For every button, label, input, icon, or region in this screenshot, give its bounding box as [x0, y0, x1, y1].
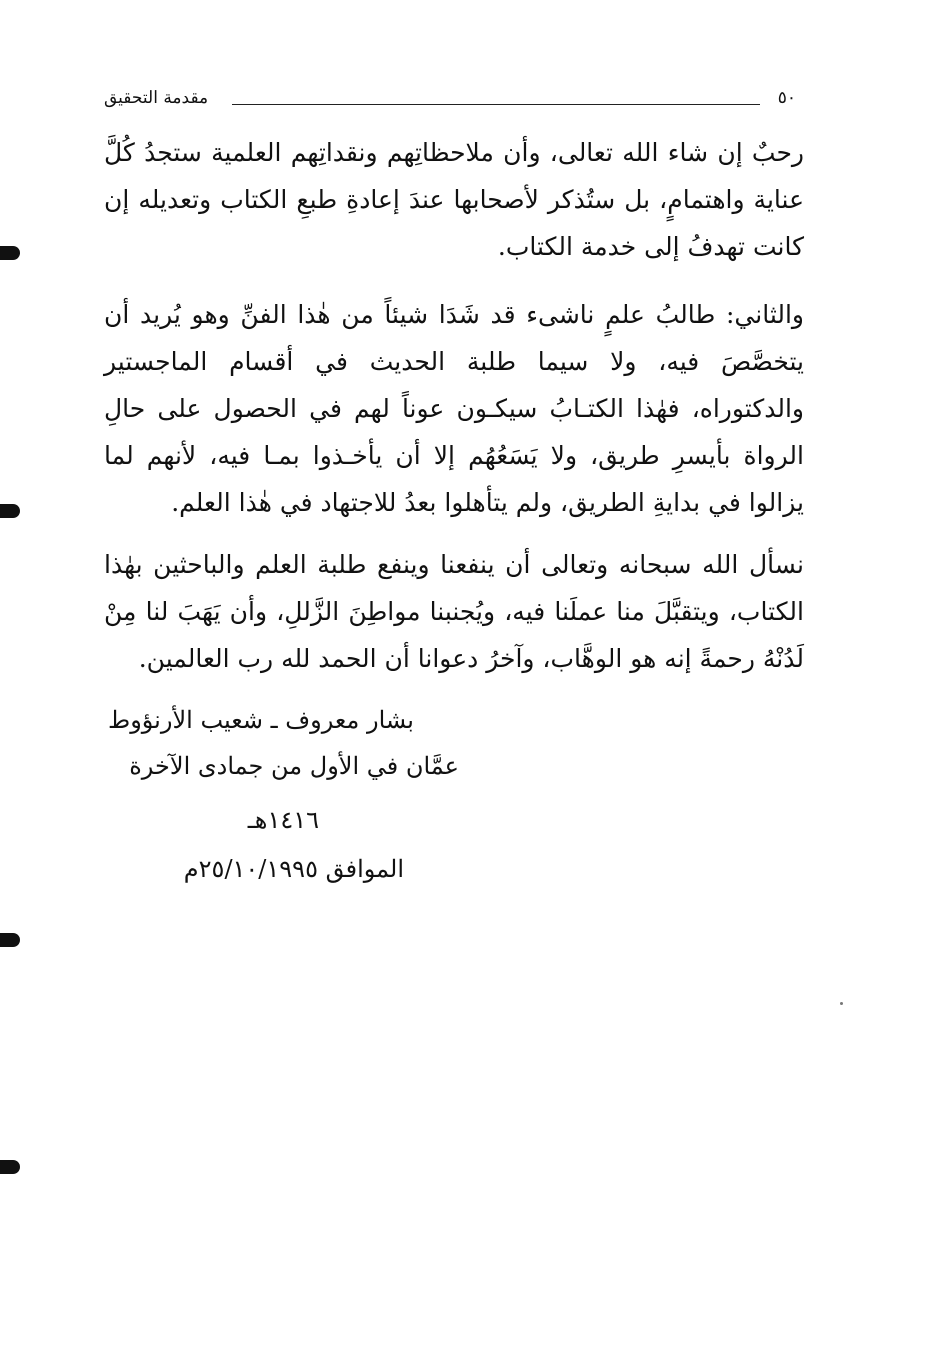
paragraph-2: والثاني: طالبُ علمٍ ناشىء قد شَدَا شيئاً من هٰذا الفنِّ وهو يُريد أن يتخصَّصَ فيه، ولا سيما طلبة الحديث في أقسام الماجستير والدكتوراه، فهٰذا الكتـابُ سيكـون عوناً لهم في الحصول على حالِ الرواة بأيسرِ طريق، ولا يَسَعُهُم إلا أن يأخـذوا بمـا فيه، لأنهم لما يزالوا في بدايةِ الطريق، ولم يتأهلوا بعدُ للاجتهاد في هٰذا العلم. — [104, 300, 804, 517]
page-number: ٥٠ — [777, 88, 796, 108]
signature-authors: بشار معروف ـ شعيب الأرنؤوط — [108, 706, 414, 734]
scan-edge-mark — [0, 1160, 20, 1174]
signature-hijri-year: ١٤١٦هـ — [247, 806, 319, 834]
header-rule — [232, 104, 760, 105]
signature-place-date: عمَّان في الأول من جمادى الآخرة — [129, 752, 459, 780]
paragraph-1: رحبٌ إن شاء الله تعالى، وأن ملاحظاتِهم ونقداتِهم العلمية ستجدُ كُلَّ عناية واهتمامٍ، بل ستُذكر لأصحابها عندَ إعادةِ طبعِ الكتاب وتعديله إن كانت تهدفُ إلى خدمة الكتاب. — [104, 138, 804, 261]
paragraph-3: نسأل الله سبحانه وتعالى أن ينفعنا وينفع طلبة العلم والباحثين بهٰذا الكتاب، ويتقبَّلَ منا عملَنا فيه، ويُجنبنا مواطِنَ الزَّللِ، وأن يَهَبَ لنا مِنْ لَدُنْهُ رحمةً إنه هو الوهَّاب، وآخرُ دعوانا أن الحمد لله رب العالمين. — [104, 550, 804, 673]
scan-edge-mark — [0, 933, 20, 947]
scan-edge-mark — [0, 504, 20, 518]
scan-speck — [840, 1002, 843, 1005]
running-header — [104, 88, 804, 118]
scan-edge-mark — [0, 246, 20, 260]
section-title: مقدمة التحقيق — [104, 88, 209, 108]
signature-gregorian-date: الموافق ٢٥/١٠/١٩٩٥م — [183, 855, 404, 883]
